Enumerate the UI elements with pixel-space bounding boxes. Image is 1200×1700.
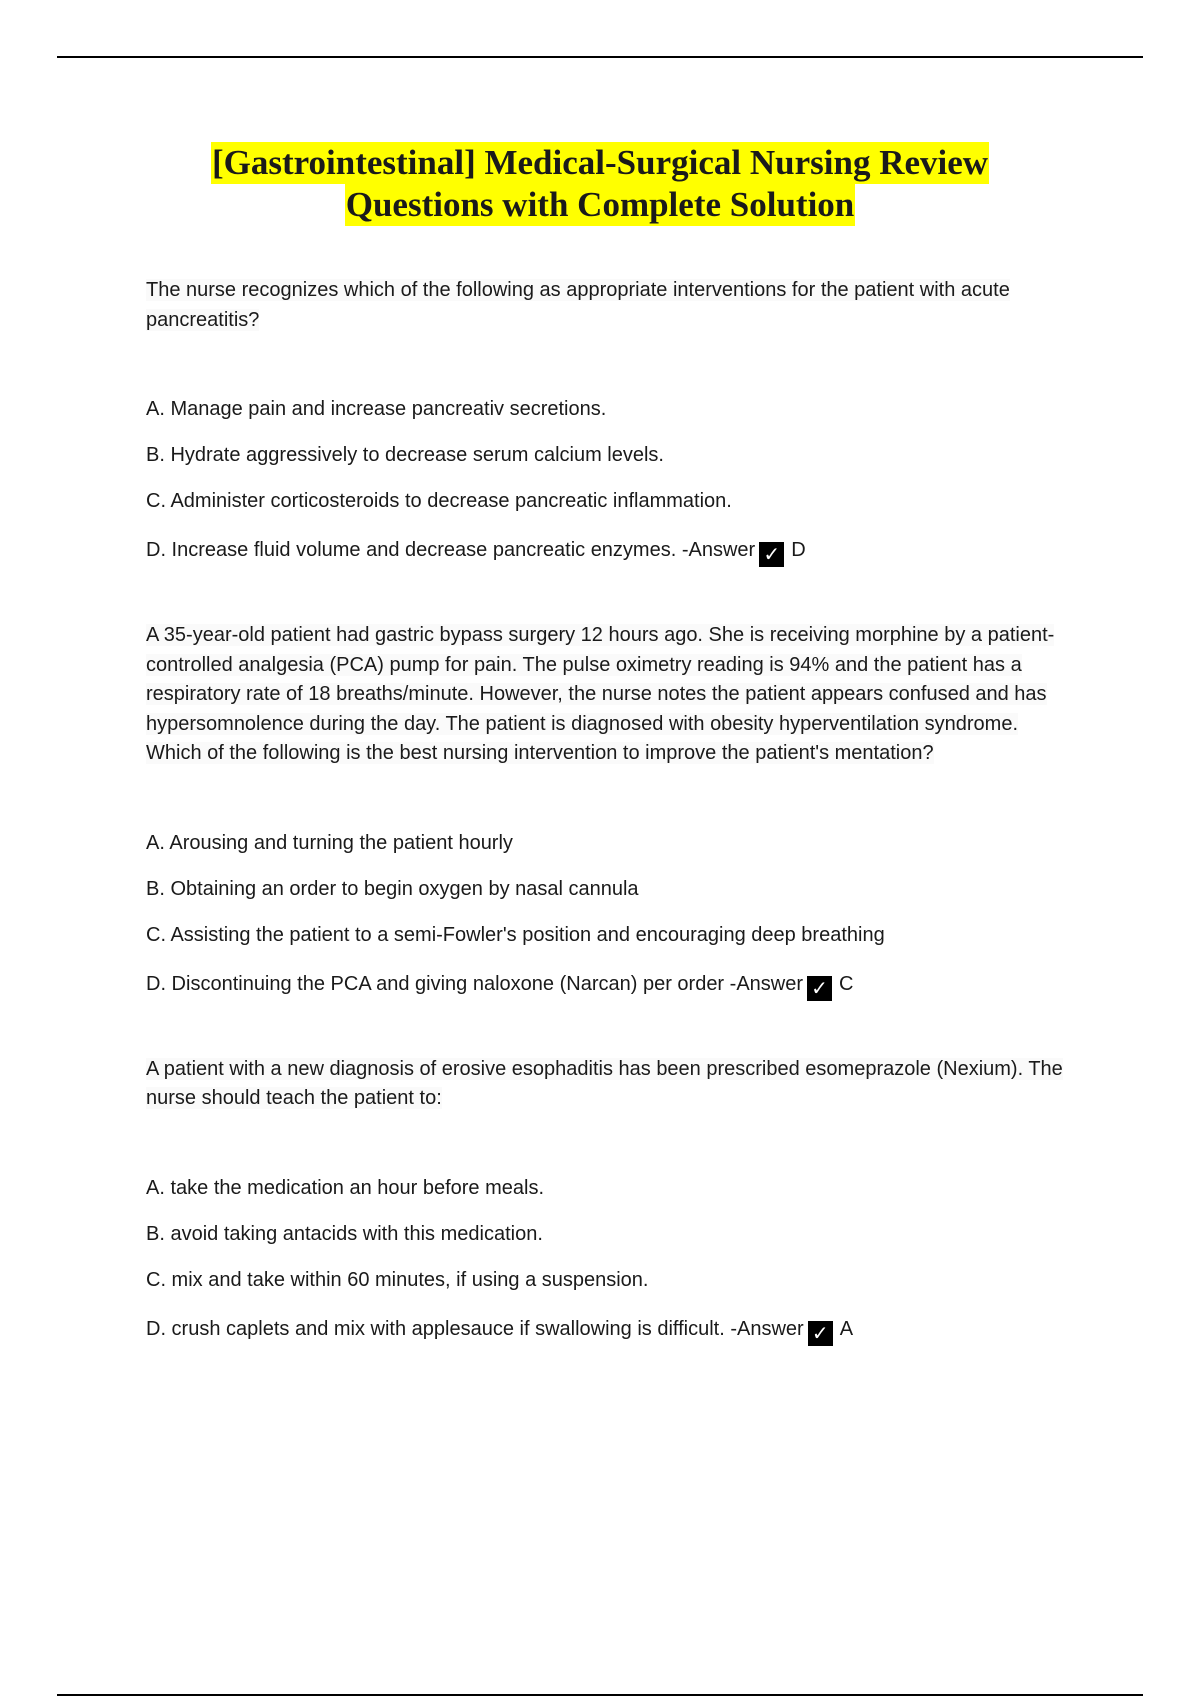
option-b: B. avoid taking antacids with this medication. — [146, 1222, 543, 1245]
bottom-rule — [57, 1694, 1143, 1696]
option-c: C. Assisting the patient to a semi-Fowler's position and encouraging deep breathing — [146, 923, 885, 946]
question-list — [146, 276, 1076, 1346]
answer-letter: A — [839, 1317, 854, 1340]
check-icon: ✓ — [759, 542, 784, 567]
question-block-3 — [146, 1055, 1076, 1346]
option-a: A. take the medication an hour before meals. — [146, 1176, 545, 1199]
option-a: A. Manage pain and increase pancreativ secretions. — [146, 398, 607, 420]
answer-letter: D — [791, 539, 806, 561]
option-b: B. Hydrate aggressively to decrease serum calcium levels. — [146, 444, 664, 466]
answer-letter: C — [839, 972, 854, 995]
title-line-1: [Gastrointestinal] Medical-Surgical Nursing Review — [211, 143, 989, 182]
document-title — [57, 142, 1143, 226]
question-text: A patient with a new diagnosis of erosive esophaditis has been prescribed esomeprazole (Nexium). The nurse should teach the patient to: — [146, 1057, 1063, 1109]
check-icon: ✓ — [807, 976, 832, 1001]
option-d: D. Increase fluid volume and decrease pancreatic enzymes. -Answer ✓ D — [146, 539, 806, 566]
option-a: A. Arousing and turning the patient hourly — [146, 831, 513, 854]
option-d: D. Discontinuing the PCA and giving naloxone (Narcan) per order -Answer ✓ C — [146, 972, 854, 1000]
top-rule — [57, 56, 1143, 58]
question-text: A 35-year-old patient had gastric bypass surgery 12 hours ago. She is receiving morphine by a patient-controlled analgesia (PCA) pump for pain. The pulse oximetry reading is 94% and the patient has a respiratory rate of 18 breaths/minute. However, the nurse notes the patient appears confused and has hypersomnolence during the day. The patient is diagnosed with obesity hyperventilation syndrome. Which of the following is the best nursing intervention to improve the patient's mentation? — [146, 624, 1055, 764]
answer-prefix: -Answer — [681, 539, 756, 561]
option-b: B. Obtaining an order to begin oxygen by nasal cannula — [146, 877, 639, 900]
question-block-1 — [146, 276, 1076, 567]
title-line-2: Questions with Complete Solution — [345, 185, 855, 224]
option-c: C. Administer corticosteroids to decrease pancreatic inflammation. — [146, 490, 732, 512]
check-icon: ✓ — [808, 1321, 833, 1346]
question-block-2 — [146, 621, 1076, 1001]
answer-prefix: -Answer — [730, 1317, 804, 1340]
option-c: C. mix and take within 60 minutes, if using a suspension. — [146, 1268, 649, 1291]
answer-prefix: -Answer — [729, 972, 804, 995]
option-d: D. crush caplets and mix with applesauce if swallowing is difficult. -Answer ✓ A — [146, 1317, 854, 1345]
question-text: The nurse recognizes which of the following as appropriate interventions for the patient with acute pancreatitis? — [146, 279, 1010, 331]
